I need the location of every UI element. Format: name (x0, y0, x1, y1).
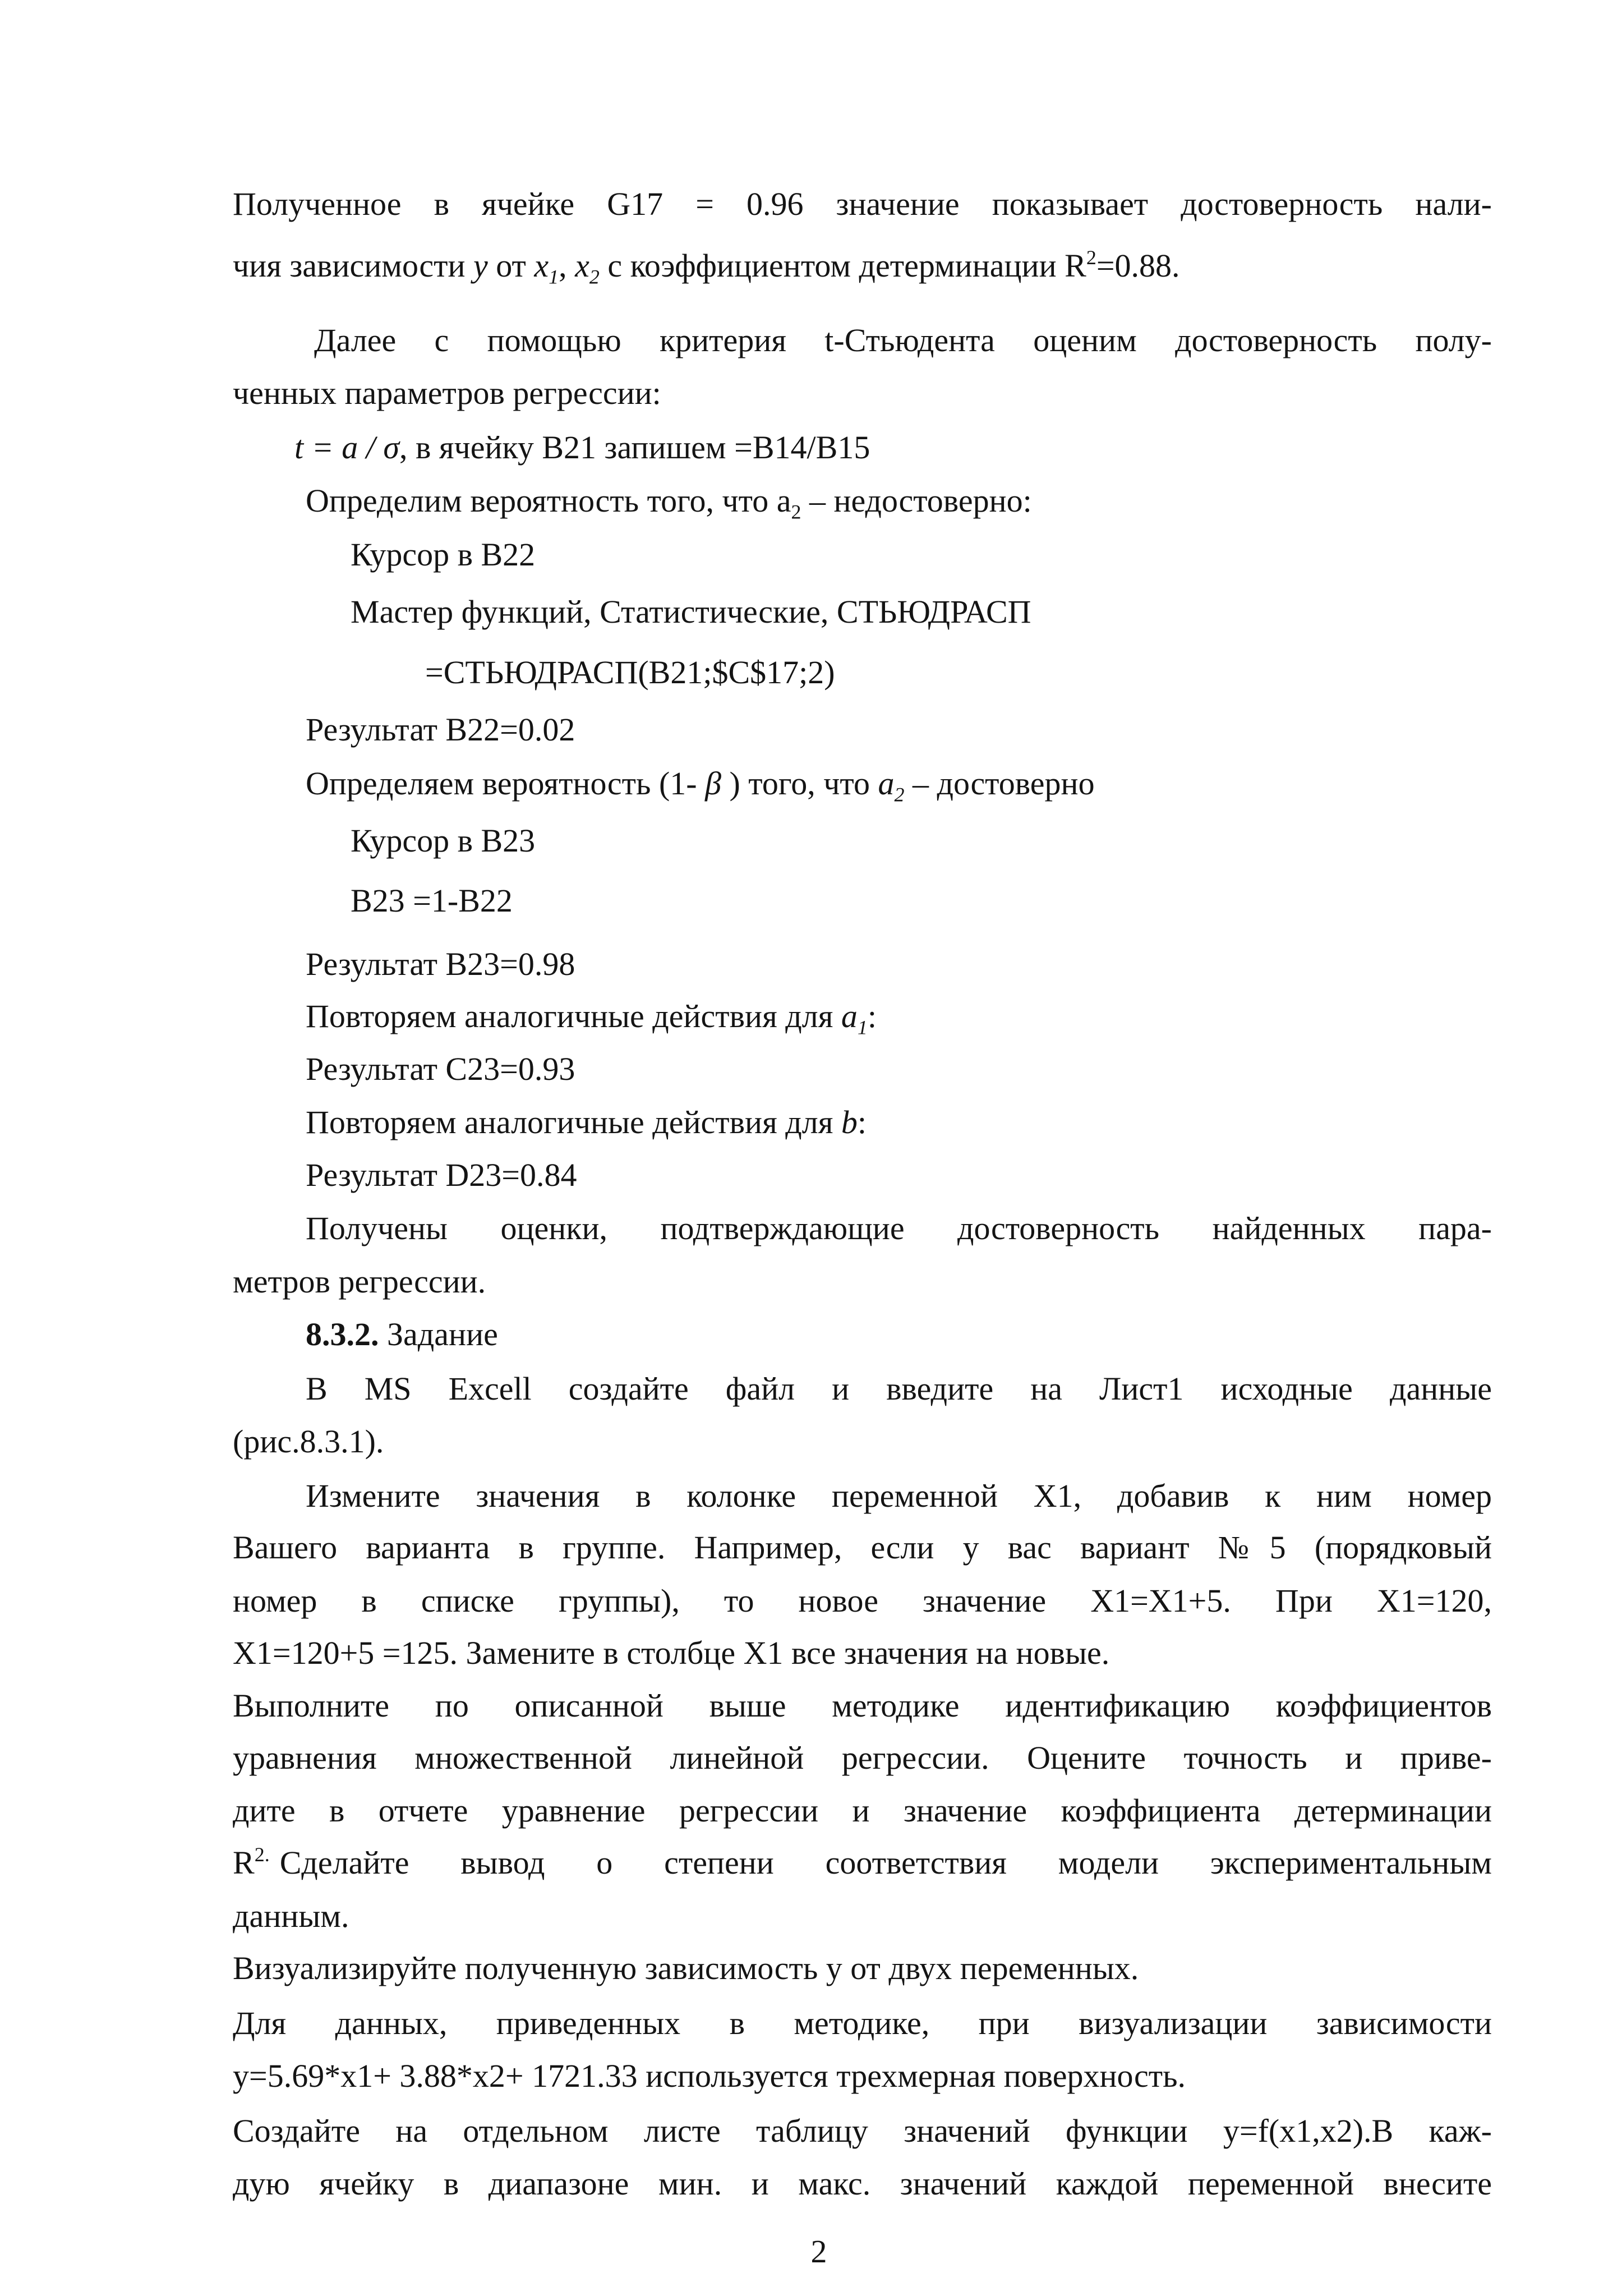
text-line (306, 998, 877, 1039)
text-line (306, 765, 1095, 806)
variable-x: x (575, 247, 589, 284)
section-heading (306, 1318, 498, 1351)
variable-a: a (841, 998, 858, 1034)
text-span: чия зависимости (233, 247, 474, 284)
text-line: уравнения множественной линейной регрессии. Оцените точность и приве- (233, 1740, 1492, 1776)
text-line: Мастер функций, Статистические, СТЬЮДРАСП (351, 593, 1031, 630)
text-span: ) того, что (721, 765, 878, 802)
text-line: дите в отчете уравнение регрессии и значение коэффициента детерминации (233, 1792, 1492, 1829)
text-line: Визуализируйте полученную зависимость y от двух переменных. (233, 1950, 1139, 1986)
text-line: y=5.69*x1+ 3.88*x2+ 1721.33 используется трехмерная поверхность. (233, 2058, 1186, 2094)
text-line: Выполните по описанной выше методике идентификацию коэффициентов (233, 1687, 1492, 1724)
text-line: Результат B23=0.98 (306, 946, 575, 982)
formula-line (294, 431, 870, 464)
text-line: В MS Excell создайте файл и введите на Лист1 исходные данные (306, 1370, 1492, 1407)
text-span (233, 1843, 270, 1881)
text-span: от (487, 247, 534, 284)
text-span: , в ячейку B21 запишем =B14/B15 (399, 429, 870, 466)
text-line (306, 482, 1032, 523)
text-line: Результат C23=0.93 (306, 1051, 575, 1087)
text-line (306, 1106, 867, 1139)
text-line: Создайте на отдельном листе таблицу значений функции y=f(x1,x2).В каж- (233, 2113, 1492, 2149)
variable-x: x (534, 247, 549, 284)
subscript: 2 (791, 500, 801, 523)
text-line: X1=120+5 =125. Замените в столбце X1 все значения на новые. (233, 1635, 1110, 1671)
text-line (233, 246, 1180, 288)
formula-math: t = a / σ (294, 429, 399, 466)
text-line: дую ячейку в диапазоне мин. и макс. значений каждой переменной внесите (233, 2165, 1492, 2202)
text-span: с коэффициентом детерминации R (599, 247, 1086, 284)
text-span: – недостоверно: (801, 482, 1032, 519)
text-line: Результат D23=0.84 (306, 1157, 577, 1193)
text-span: Определяем вероятность (1- (306, 765, 706, 802)
section-number: 8.3.2. (306, 1316, 379, 1352)
formula-line: B23 =1-B22 (351, 882, 513, 919)
text-span: : (857, 1104, 867, 1140)
variable-b: b (841, 1104, 858, 1140)
subscript: 2 (894, 783, 905, 806)
text-span: =0.88. (1096, 247, 1180, 284)
text-span: , (559, 247, 575, 284)
text-line: (рис.8.3.1). (233, 1423, 384, 1460)
text-line: Измените значения в колонке переменной X1, добавив к ним номер (306, 1478, 1492, 1514)
text-line: Далее с помощью критерия t-Стьюдента оценим достоверность полу- (314, 322, 1492, 358)
variable-y: y (473, 247, 488, 284)
text-span: R (233, 1844, 255, 1881)
text-span: Повторяем аналогичные действия для (306, 998, 841, 1034)
text-line: номер в списке группы), то новое значение X1=X1+5. При X1=120, (233, 1582, 1492, 1619)
text-line: Результат B22=0.02 (306, 711, 575, 748)
text-line: Для данных, приведенных в методике, при визуализации зависимости (233, 2005, 1492, 2041)
text-line: Курсор в B23 (351, 822, 536, 859)
text-line: метров регрессии. (233, 1263, 486, 1300)
subscript: 2 (589, 265, 600, 288)
superscript: 2 (1086, 246, 1096, 269)
beta-symbol: β (705, 765, 721, 802)
text-line: Вашего варианта в группе. Например, если у вас вариант №5 (порядковый (233, 1529, 1492, 1566)
variable-a: a (878, 765, 895, 802)
subscript: 1 (549, 265, 559, 288)
formula-line: =СТЬЮДРАСП(B21;$C$17;2) (425, 654, 835, 691)
text-line (233, 1843, 1492, 1881)
text-span: Повторяем аналогичные действия для (306, 1104, 841, 1140)
text-span: Сделайте вывод о степени соответствия модели экспериментальным (279, 1844, 1492, 1881)
text-line: ченных параметров регрессии: (233, 375, 661, 411)
text-span: : (867, 998, 877, 1034)
text-line: данным. (233, 1898, 349, 1934)
superscript: 2. (254, 1843, 270, 1866)
text-line: Получены оценки, подтверждающие достоверность найденных пара- (306, 1210, 1492, 1246)
text-span: Определим вероятность того, что a (306, 482, 791, 519)
text-line: Курсор в B22 (351, 536, 536, 573)
page-number: 2 (810, 2233, 827, 2270)
text-span: – достоверно (904, 765, 1095, 802)
subscript: 1 (857, 1016, 868, 1039)
text-line: Полученное в ячейке G17 = 0.96 значение показывает достоверность нали- (233, 186, 1492, 222)
section-title: Задание (379, 1316, 498, 1352)
